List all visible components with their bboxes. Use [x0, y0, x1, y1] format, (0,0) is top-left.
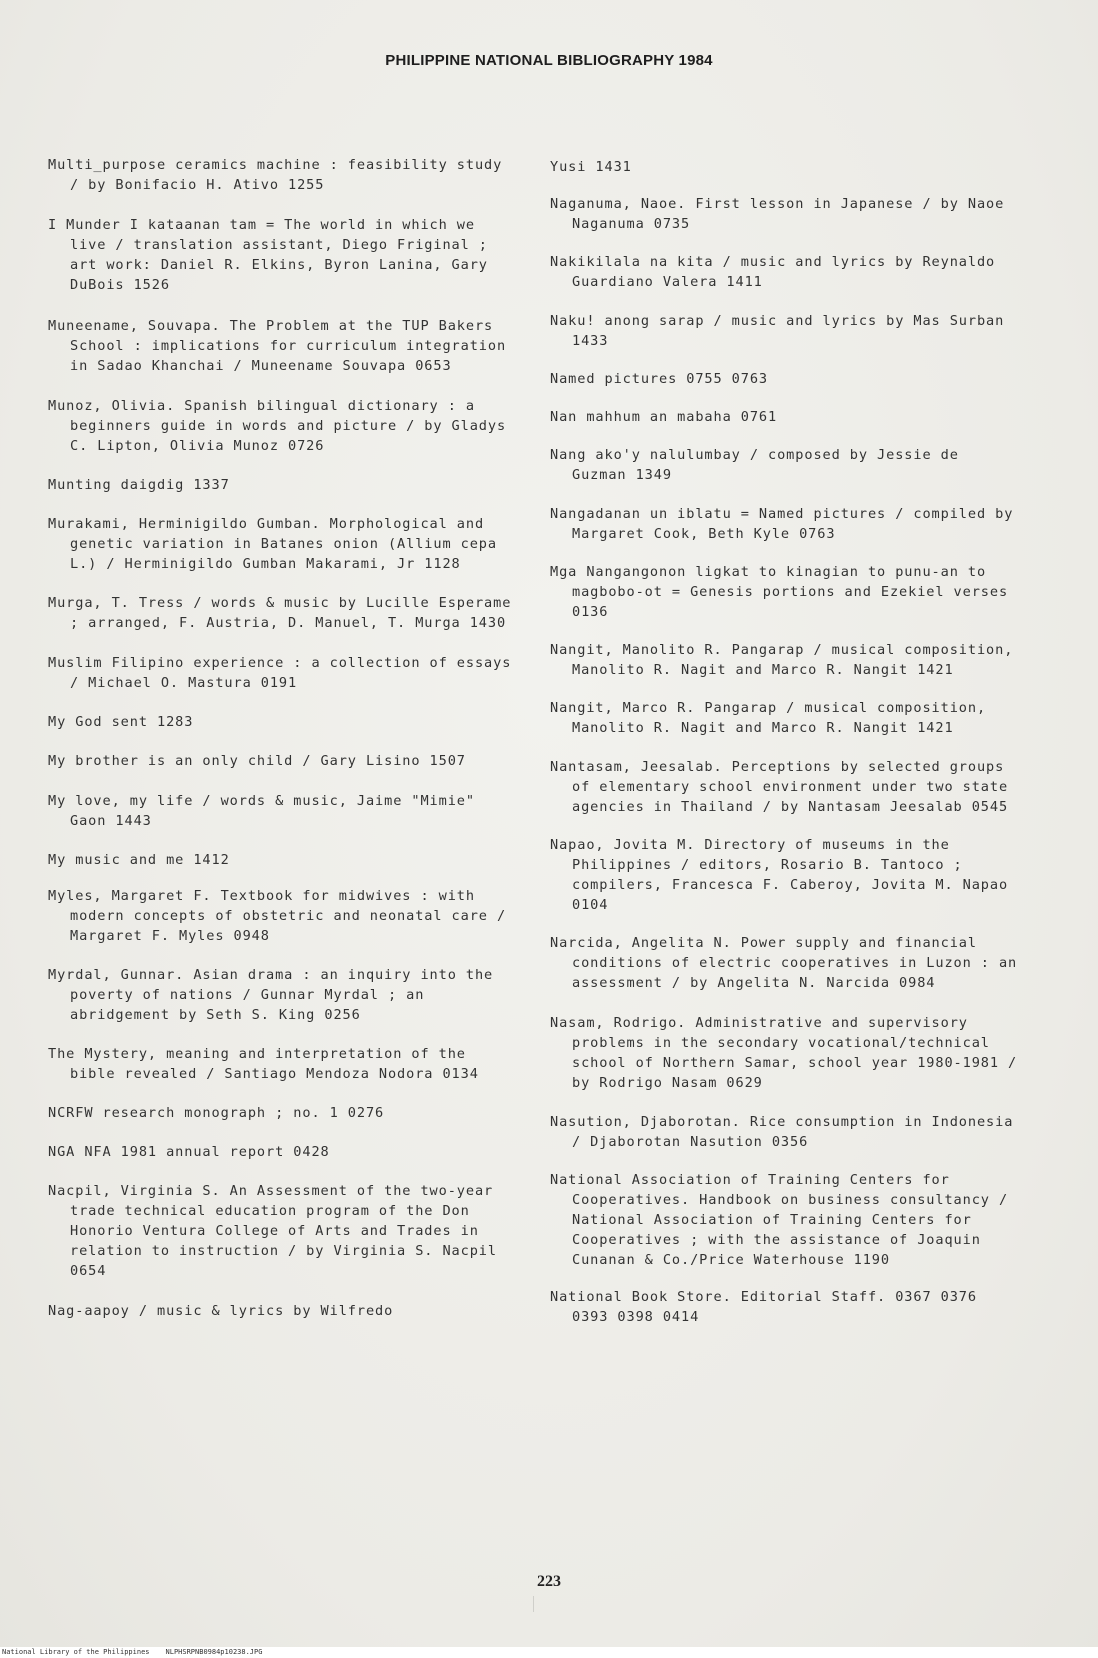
- right-column: [550, 157, 1027, 1327]
- footer-library: National Library of the Philippines: [2, 1648, 150, 1656]
- bib-entry: Murga, T. Tress / words & music by Lucille Esperame ; arranged, F. Austria, D. Manuel, T. Murga 1430: [48, 595, 521, 631]
- bib-entry: Murakami, Herminigildo Gumban. Morphological and genetic variation in Batanes onion (Allium cepa L.) / Herminigildo Gumban Makarami, Jr 1128: [48, 516, 507, 572]
- bib-entry: Nag-aapoy / music & lyrics by Wilfredo: [48, 1303, 394, 1319]
- bib-entry: Munoz, Olivia. Spanish bilingual dictionary : a beginners guide in words and picture / by Gladys C. Lipton, Olivia Munoz 0726: [48, 398, 516, 454]
- bib-entry: Nan mahhum an mabaha 0761: [550, 409, 778, 425]
- bib-entry: Multi_purpose ceramics machine : feasibility study / by Bonifacio H. Ativo 1255: [48, 157, 512, 193]
- bib-entry: Nang ako'y nalulumbay / composed by Jessie de Guzman 1349: [550, 447, 968, 483]
- page-number: 223: [537, 1573, 561, 1590]
- bib-entry: Myrdal, Gunnar. Asian drama : an inquiry into the poverty of nations / Gunnar Myrdal ; an abridgement by Seth S. King 0256: [48, 967, 503, 1023]
- bib-entry: National Association of Training Centers for Cooperatives. Handbook on business consultancy / National Association of Training Centers for Cooperatives ; with the assistance of Joaquin Cunanan & Co./Price Waterhouse 1190: [550, 1172, 1018, 1268]
- bib-entry: Muslim Filipino experience : a collection of essays / Michael O. Mastura 0191: [48, 655, 521, 691]
- bib-entry: Nantasam, Jeesalab. Perceptions by selected groups of elementary school environment under two state agencies in Thailand / by Nantasam Jeesalab 0545: [550, 759, 1018, 815]
- bib-entry: Yusi 1431: [550, 159, 632, 175]
- bib-entry: Muneename, Souvapa. The Problem at the TUP Bakers School : implications for curriculum integration in Sadao Khanchai / Muneename Souvapa 0653: [48, 318, 516, 374]
- bib-entry: My God sent 1283: [48, 714, 194, 730]
- bib-entry: Nasution, Djaborotan. Rice consumption in Indonesia / Djaborotan Nasution 0356: [550, 1114, 1023, 1150]
- bib-entry: Mga Nangangonon ligkat to kinagian to punu-an to magbobo-ot = Genesis portions and Ezekiel verses 0136: [550, 564, 1018, 620]
- footer-file-id: NLPHSRPNB0984p10238.JPG: [165, 1648, 263, 1656]
- bib-entry: Nangadanan un iblatu = Named pictures / compiled by Margaret Cook, Beth Kyle 0763: [550, 506, 1023, 542]
- bib-entry: The Mystery, meaning and interpretation of the bible revealed / Santiago Mendoza Nodora 0134: [48, 1046, 479, 1082]
- bib-entry: Narcida, Angelita N. Power supply and financial conditions of electric cooperatives in Luzon : an assessment / by Angelita N. Narcida 0984: [550, 935, 1027, 991]
- bib-entry: Nangit, Marco R. Pangarap / musical composition, Manolito R. Nagit and Marco R. Nangit 1421: [550, 700, 996, 736]
- bib-entry: My music and me 1412: [48, 852, 230, 868]
- bib-entry: National Book Store. Editorial Staff. 0367 0376 0393 0398 0414: [550, 1289, 987, 1325]
- bib-entry: I Munder I kataanan tam = The world in which we live / translation assistant, Diego Friginal ; art work: Daniel R. Elkins, Byron Lanina, Gary DuBois 1526: [48, 217, 497, 293]
- scan-mark: [533, 1596, 534, 1612]
- bib-entry: Munting daigdig 1337: [48, 477, 230, 493]
- bib-entry: Naganuma, Naoe. First lesson in Japanese / by Naoe Naganuma 0735: [550, 196, 1014, 232]
- bib-entry: Nacpil, Virginia S. An Assessment of the two-year trade technical education program of the Don Honorio Ventura College of Arts and Trades in relation to instruction / by Virginia S. Nacpil 0654: [48, 1183, 507, 1279]
- scan-footer: [0, 1647, 1098, 1658]
- bib-entry: Nasam, Rodrigo. Administrative and supervisory problems in the secondary vocational/technical school of Northern Samar, school year 1980-1981 / by Rodrigo Nasam 0629: [550, 1015, 1027, 1091]
- bib-entry: Named pictures 0755 0763: [550, 371, 769, 387]
- bib-entry: My brother is an only child / Gary Lisino 1507: [48, 753, 466, 769]
- bib-entry: Nangit, Manolito R. Pangarap / musical composition, Manolito R. Nagit and Marco R. Nangit 1421: [550, 642, 1023, 678]
- bib-entry: Myles, Margaret F. Textbook for midwives : with modern concepts of obstetric and neonatal care / Margaret F. Myles 0948: [48, 888, 516, 944]
- bib-entry: My love, my life / words & music, Jaime "Mimie" Gaon 1443: [48, 793, 485, 829]
- bib-entry: Napao, Jovita M. Directory of museums in the Philippines / editors, Rosario B. Tantoco ; compilers, Francesca F. Caberoy, Jovita M. Napao 0104: [550, 837, 1018, 913]
- page-header: PHILIPPINE NATIONAL BIBLIOGRAPHY 1984: [385, 52, 713, 69]
- bib-entry: Nakikilala na kita / music and lyrics by Reynaldo Guardiano Valera 1411: [550, 254, 1005, 290]
- bib-entry: NCRFW research monograph ; no. 1 0276: [48, 1105, 385, 1121]
- bib-entry: NGA NFA 1981 annual report 0428: [48, 1144, 330, 1160]
- bib-entry: Naku! anong sarap / music and lyrics by Mas Surban 1433: [550, 313, 1014, 349]
- left-column: [48, 155, 521, 1321]
